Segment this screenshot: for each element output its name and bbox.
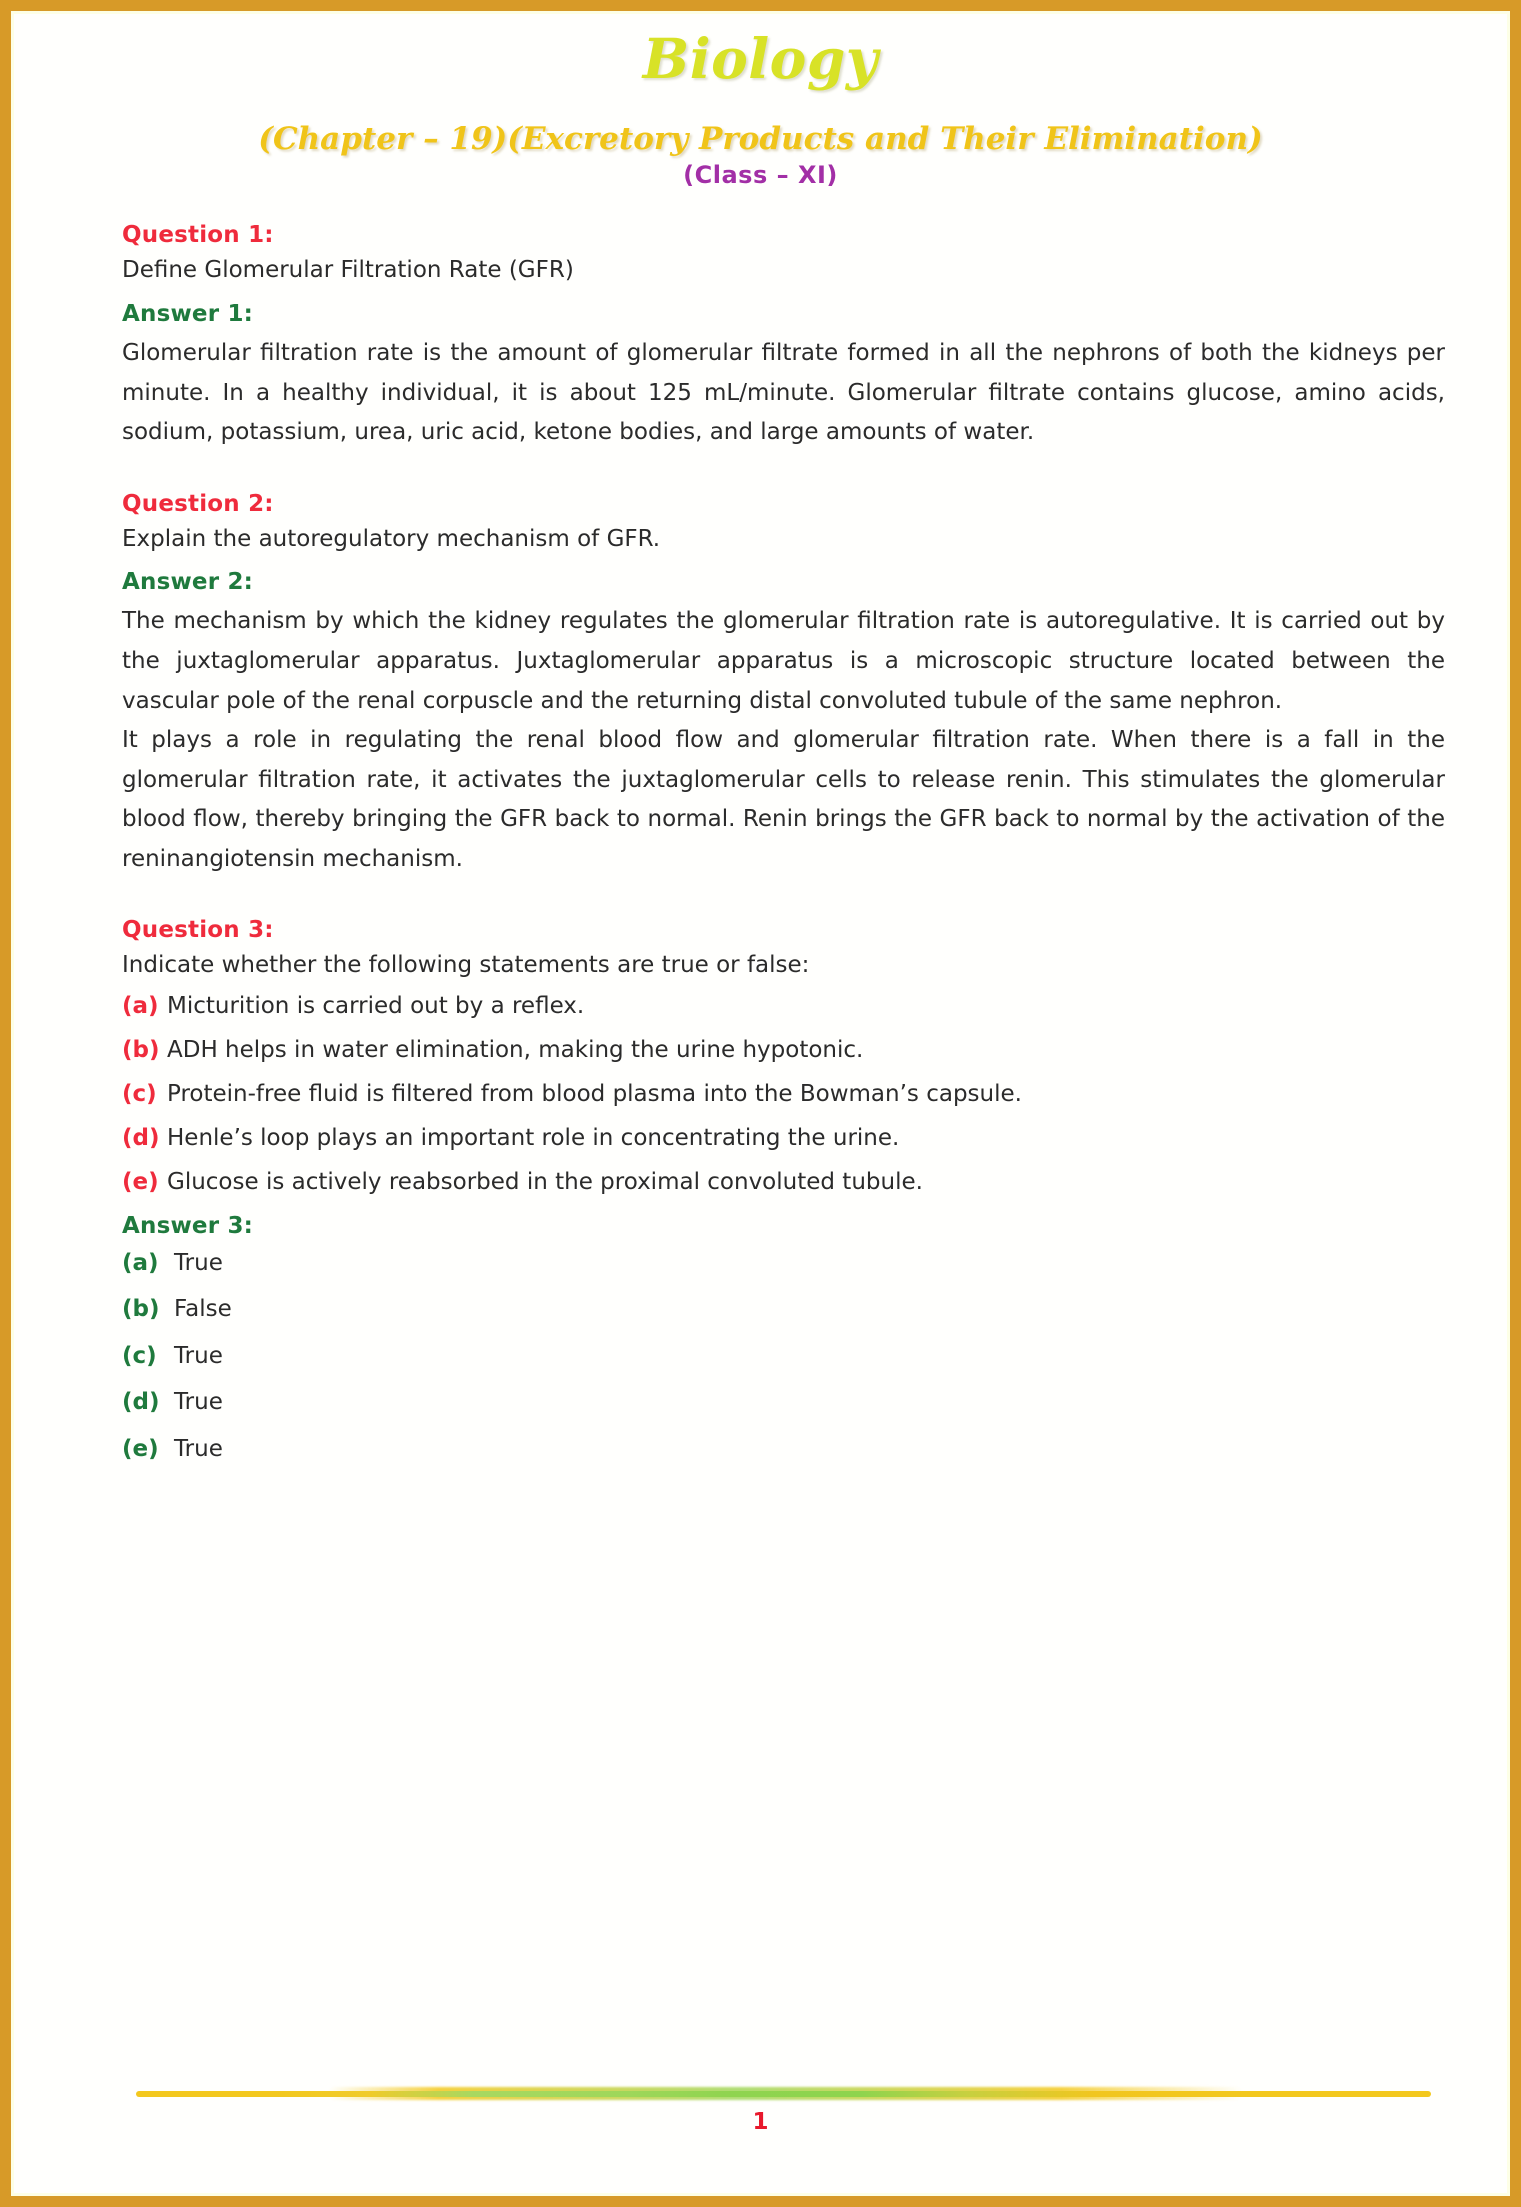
document-content xyxy=(122,222,1445,1466)
answer-paragraph-2-1: The mechanism by which the kidney regulates the glomerular filtration rate is autoregulative. It is carried out by the juxtaglomerular apparatus. Juxtaglomerular apparatus is a microscopic structure located between the vascular pole of the renal corpuscle and the returning distal convoluted tubule of the same nephron. xyxy=(122,608,1445,714)
statement-label-b: (b) xyxy=(122,1037,160,1064)
list-item xyxy=(122,1165,1445,1200)
page-title: Biology xyxy=(642,26,879,91)
question-heading-2: Question 2: xyxy=(122,490,274,517)
true-false-statement-list xyxy=(122,989,1445,1200)
question-text-1: Define Glomerular Filtration Rate (GFR) xyxy=(122,257,574,284)
answer-heading-3: Answer 3: xyxy=(122,1212,254,1239)
list-item xyxy=(122,1385,1445,1420)
statement-label-d: (d) xyxy=(122,1124,160,1151)
list-item xyxy=(122,1292,1445,1327)
list-item xyxy=(122,989,1445,1024)
statement-label-c: (c) xyxy=(122,1081,157,1107)
answer-label-d: (d) xyxy=(122,1389,160,1416)
answer-heading-2: Answer 2: xyxy=(122,569,254,596)
chapter-subtitle: (Chapter – 19)(Excretory Products and Their Elimination) xyxy=(258,120,1263,157)
answer-paragraph-2-2: It plays a role in regulating the renal blood flow and glomerular filtration rate. When there is a fall in the glomerular filtration rate, it activates the juxtaglomerular cells to release renin. This stimulates the glomerular blood flow, thereby bringing the GFR back to normal. Renin brings the GFR back to normal by the activation of the reninangiotensin mechanism. xyxy=(122,727,1445,872)
answer-value-c: True xyxy=(174,1342,223,1369)
answer-paragraph-1-1: Glomerular filtration rate is the amount of glomerular filtrate formed in all the nephrons of both the kidneys per minute. In a healthy individual, it is about 125 mL/minute. Glomerular filtrate contains glucose, amino acids, sodium, potassium, urea, uric acid, ketone bodies, and large amounts of water. xyxy=(122,340,1445,446)
statement-text-a: Micturition is carried out by a reflex. xyxy=(167,993,585,1020)
question-heading-3: Question 3: xyxy=(122,917,274,944)
qa-block-3 xyxy=(122,917,1445,1466)
statement-text-d: Henle’s loop plays an important role in concentrating the urine. xyxy=(167,1124,900,1151)
list-item xyxy=(122,1077,1445,1112)
question-heading-1: Question 1: xyxy=(122,222,274,249)
footer-divider xyxy=(136,2091,1431,2097)
list-item xyxy=(122,1246,1445,1281)
statement-text-c: Protein-free fluid is filtered from blood plasma into the Bowman’s capsule. xyxy=(167,1081,1022,1107)
statement-text-b: ADH helps in water elimination, making the urine hypotonic. xyxy=(167,1037,864,1064)
list-item xyxy=(122,1339,1445,1374)
answer-value-d: True xyxy=(174,1389,223,1416)
statement-label-e: (e) xyxy=(122,1168,159,1195)
statement-text-e: Glucose is actively reabsorbed in the proximal convoluted tubule. xyxy=(167,1168,923,1195)
answer-value-b: False xyxy=(174,1296,232,1323)
page-sheet xyxy=(14,14,1507,2193)
page-footer xyxy=(28,2029,1493,2179)
answer-label-c: (c) xyxy=(122,1342,157,1369)
question-text-3: Indicate whether the following statements are true or false: xyxy=(122,952,810,979)
page-number: 1 xyxy=(752,2109,769,2135)
answer-label-e: (e) xyxy=(122,1435,159,1462)
answer-label-b: (b) xyxy=(122,1296,160,1323)
qa-block-2 xyxy=(122,491,1445,880)
document-header xyxy=(14,14,1507,188)
class-subtitle: (Class – XI) xyxy=(683,160,838,189)
list-item xyxy=(122,1121,1445,1156)
answer-heading-1: Answer 1: xyxy=(122,301,254,328)
question-text-2: Explain the autoregulatory mechanism of GFR. xyxy=(122,525,661,552)
answer-label-a: (a) xyxy=(122,1249,159,1276)
list-item xyxy=(122,1432,1445,1467)
qa-block-1 xyxy=(122,222,1445,452)
true-false-answer-list xyxy=(122,1246,1445,1467)
answer-value-e: True xyxy=(174,1435,223,1462)
statement-label-a: (a) xyxy=(122,993,159,1020)
answer-value-a: True xyxy=(174,1249,223,1276)
list-item xyxy=(122,1033,1445,1068)
